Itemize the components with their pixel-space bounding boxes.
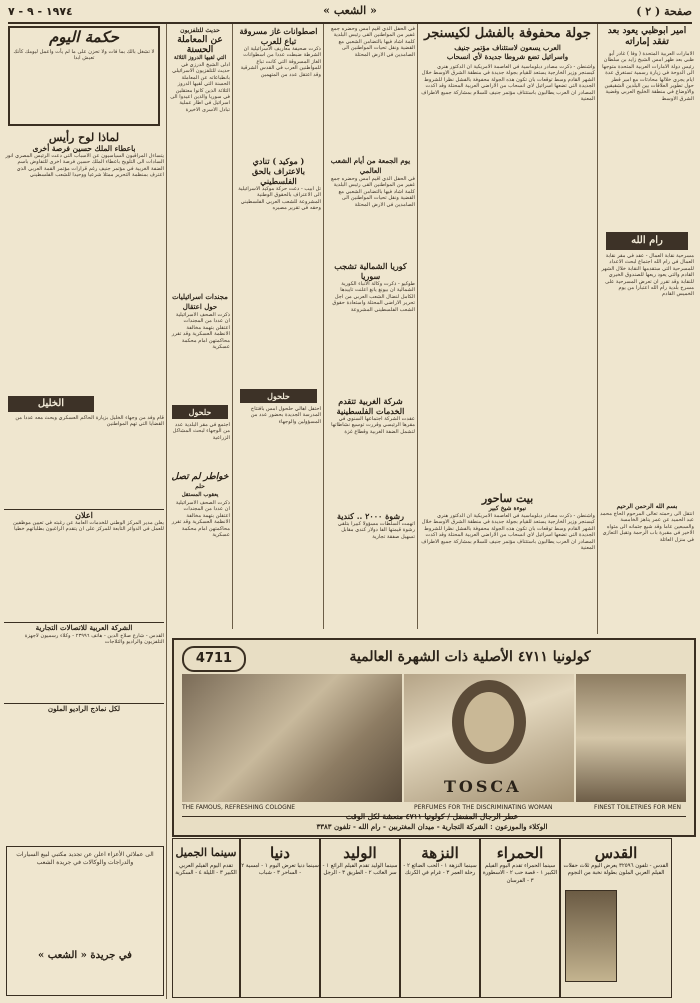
ad-footer-line-2: الوكلاء والموزعون : الشركة التجارية - ميدان المغتربين - رام الله - تلفون ٣٣٨٣ [316,822,548,831]
cinema-listing: سينما الوليد تقدم الفيلم الرائع ١ - سر الغائب ٢ - الطريق ٣ - الرجل [322,863,398,877]
tag-mid: PERFUMES FOR THE DISCRIMINATING WOMAN [414,804,553,811]
col6-body: يتساءل المراقبون السياسيون عن الاسباب التي دعت الرئيس المصري انور السادات الى التلويح باعطاء الملك حسين فرصة اخرى للتفاوض باسم الضفة الغربية في مؤتمر جنيف رغم قرارات مؤتمر القمة العربي الذي اعترف بمنظمة التحرير ممثلا شرعيا ووحيدا للشعب الفلسطيني [5,153,164,179]
col5-body-3: اجتمع في مقر البلدية عدد من الوجهاء لبحث المشاكل الزراعية [172,422,230,441]
col1-headline: أمير أبوظبي يعود بعد تفقد إماراته [607,26,687,47]
col5-headline-2: مجندات اسرائيليات حول اعتقال [172,292,228,311]
cinema-4 [320,838,400,998]
ad-title: كولونيا ٤٧١١ الأصلية ذات الشهرة العالمية [349,649,591,665]
col2-subhead-2: واسرائيل تضع شروطا جديدة لأي انسحاب [446,52,569,61]
column-rule [417,24,418,629]
cinema-poster [565,890,617,982]
bottom-left-ad-sig: في جريدة « الشعب » [38,950,132,961]
cologne-ad [172,638,696,837]
col5-poem-title: حلم [195,483,205,490]
col5-box-label: حلحول [172,405,228,419]
col1-obit-title: بسم الله الرحمن الرحيم [616,503,678,510]
col3-headline-2: كوريا الشمالية تشجب سوريا [334,261,407,281]
ad-footer-line-1: عطر الرجال المفضل / كولونيا ٤٧١١ منعشة لكل الوقت [345,812,519,821]
col3-headline-3: شركة الغربية تتقدم الخدمات الفلسطينية [336,396,405,416]
col3-body-top: في الحفل الذي اقيم امس وحضره جمع غفير من المواطنين القى رئيس البلدية كلمة اشاد فيها بالتضامن الشعبي مع القضية ونقل تحيات المواطنين الى الصامدين في الارض المحتلة [331,26,415,58]
cinema-name: القدس [594,844,638,862]
men-products-photo [576,674,686,802]
tosca-brand: TOSCA [444,777,522,796]
col4-headline: اصطوانات غاز مسروقة تباع للعرب [239,26,318,46]
cinema-name: دنيا [270,844,290,862]
col5-sub: التي لقيها الدروز الثلاثة [173,55,227,61]
col3-body: في الحفل الذي اقيم امس وحضره جمع غفير من المواطنين القى رئيس البلدية كلمة اشاد فيها بالتضامن الشعبي مع القضية ونقل تحيات المواطنين الى الصامدين في الارض المحتلة [331,176,415,208]
col1-body: الامارات العربية المتحدة ( وفا ) غادر أبو ظبي بعد ظهر امس الشيخ زايد بن سلطان رئيس دولة الامارات العربية المتحدة متوجها الى الدوحة في زيارة رسمية تستغرق عدة ايام يجري خلالها محادثات مع امير قطر حول تطوير العلاقات بين البلدين الشقيقين والاوضاع في منطقة الخليج العربي وقضية الشرق الاوسط [602,51,694,102]
col3-headline-4: رشوة ٢٠٠٠ .. كندية [337,511,404,521]
col3-body-4: اتهمت السلطات مسؤولا كبيرا بتلقي رشوة قيمتها الفا دولار كندي مقابل تسهيل صفقة تجارية [337,521,415,540]
col6-ad2 [4,622,164,703]
col3-headline: يوم الجمعة من أيام الشعب العالمي [330,156,411,175]
bottom-left-ad-text: الى عملائي الأعزاء اعلن عن تجديد مكتبي لبيع السيارات والدراجات والوكالات في جريدة الشعب [16,851,154,866]
issue-date: ١٩٧٤ - ٩ - ٧ [8,5,73,18]
col5-body-2: ذكرت الصحف الاسرائيلية ان عددا من المجندات اعتقلن بتهمة مخالفة الانظمة العسكرية وقد تقرر محاكمتهن امام محكمة عسكرية [171,312,230,351]
cinema-listing: تقدم اليوم الفيلم العربي الكبير ٣ - الليلة ٤ - السكرية [175,863,237,877]
cinema-name: الحمراء [496,844,544,862]
wisdom-title: حكمة اليوم [49,28,119,46]
col6-ad1-body: يعلن مدير المركز الوطني للخدمات العامة عن رغبته في تعيين موظفين للعمل في الدوائر التابعة للمركز على ان يتقدم الراغبون بطلباتهم خطيا [13,520,164,533]
cinema-listing: سينما النزهة ١ - الحب الضائع ٢ - رحلة العمر ٣ - غرام في الكرنك [403,863,477,877]
column-rule [232,24,233,629]
page-number: صفحة ( ٢ ) [636,5,692,18]
col1-obit-body: انتقل الى رحمته تعالى المرحوم الحاج محمد عبد الحميد عن عمر يناهز الخامسة والسبعين عاما وقد شيع جثمانه الى مثواه الاخير في مقبرة باب الرحمة وتقبل التعازي في منزل العائلة [600,511,694,543]
col4-body: ذكرت صحيفة معاريف الاسرائيلية ان الشرطة ضبطت عددا من اسطوانات الغاز المسروقة التي كانت تباع للمواطنين العرب في القدس الشرقية وقد اعتقل عدد من المتهمين [240,46,321,78]
column-5 [170,26,230,631]
col1-box-label: رام الله [606,232,688,250]
col5-poem-author: يعقوب المستقل [181,492,219,498]
product-photo [182,674,402,802]
col3-body-2: طوكيو - ذكرت وكالة الانباء الكورية الشمالية ان بيونغ يانغ اعلنت تاييدها الكامل لنضال الشعب العربي من اجل تحرير الاراضي المحتلة واستعادة حقوق الشعب الفلسطيني المشروعة [332,281,415,313]
column-3 [326,26,415,631]
col4-body-2: تل ابيب - دعت حركة موكيد الاسرائيلية الى الاعتراف بالحقوق الوطنية المشروعة للشعب العربي الفلسطيني وحقه في تقرير مصيره [238,186,321,212]
col3-body-3: عقدت الشركة اجتماعها السنوي في مقرها الرئيسي وقررت توسيع نشاطاتها لتشمل الضفة الغربية وقطاع غزة [331,416,415,435]
ad-footer [176,812,688,834]
column-4 [236,26,321,631]
cinema-listing: سينما دنيا تعرض اليوم ١ - امسية ٢ - الساحر ٣ - شباب [241,863,319,877]
cinema-listing: القدس - تلفون ٣٢٥٩٦ يعرض اليوم ثلاث حفلات الفيلم العربي الملون بطولة نخبة من النجوم [563,863,669,877]
col4-body-3: احتفل اهالي حلحول امس بافتتاح المدرسة الجديدة بحضور عدد من المسؤولين والوجهاء [250,406,321,425]
col6-ad1-title: اعلان [75,510,93,520]
col5-body-4: ذكرت الصحف الاسرائيلية ان عددا من المجندات اعتقلن بتهمة مخالفة الانظمة العسكرية وقد تقرر محاكمتهن امام محكمة عسكرية [171,500,230,539]
cinema-2 [480,838,560,998]
cinema-name: سينما الجميل [175,846,237,859]
tag-left: THE FAMOUS, REFRESHING COLOGNE [182,804,295,811]
column-rule [323,24,324,629]
col2-subhead-1: العرب يسعون لاستئناف مؤتمر جنيف [454,43,561,52]
column-1 [600,26,694,634]
bottom-left-ad [6,846,164,996]
col5-title: عن المعاملة الحسنة [177,35,223,55]
col5-headline: حديث للتلفزيون [180,27,220,34]
col2-headline: جولة محفوفة بالفشل لكيسنجر [424,26,591,41]
cinema-name: الوليد [343,844,377,862]
col2-subhead-3b: نبوءة شيخ كبير [488,505,527,512]
col6-headline: لماذا لوح رأيس [48,131,120,144]
col6-ad1 [4,509,164,620]
col6-ad2-body: القدس - شارع صلاح الدين - هاتف ٢٣٩٩٦ - وكلاء رسميون لاجهزة التلفزيون والراديو والثلاجات [24,633,164,646]
cinema-5 [240,838,320,998]
col2-subhead-3: بيت ساحور [481,492,534,505]
model-face [464,692,514,752]
cinema-name: النزهة [421,844,459,862]
col2-body-filler: واشنطن - ذكرت مصادر دبلوماسية في العاصمة الامريكية ان الدكتور هنري كيسنجر وزير الخارجية يستعد للقيام بجولة جديدة في منطقة الشرق الاوسط خلال الشهر القادم وسط توقعات بان تكون هذه الجولة محفوفة بالفشل نظرا للشروط الجديدة التي تضعها اسرائيل لاي انسحاب من الاراضي العربية المحتلة وقد اكدت المصادر ان العرب يطالبون باستئناف مؤتمر جنيف للسلام بمشاركة جميع الاطراف المعنية [421,513,595,552]
col5-body: ادلى الشيخ الدرزي في حديث للتلفزيون الاسرائيلي بانطباعاته عن المعاملة الحسنة التي لقيها الدروز الثلاثة الذين كانوا معتقلين في سوريا والذين اعيدوا الى اسرائيل في اطار عملية تبادل الاسرى الاخيرة [170,62,230,113]
column-rule [597,24,598,634]
col4-headline-2: ( موكيد ) تنادي بالاعتراف بالحق الفلسطيني [251,156,306,186]
col1-body2: مسرحية نقابة العمال - عقد في مقر نقابة العمال في رام الله اجتماع لبحث الاعداد للمسرحية التي ستقدمها النقابة خلال الشهر القادم والتي يعود ريعها للصندوق الخيري للنقابة وقد تقرر ان تعرض المسرحية على مسرح بلدية رام الله اعتبارا من يوم الخميس القادم [601,253,694,298]
tag-right: FINEST TOILETRIES FOR MEN [594,804,681,811]
paper-title: « الشعب » [323,4,377,17]
page-header [8,4,692,24]
model-photo [404,674,574,802]
column-rule [166,24,167,999]
column-2 [420,26,595,631]
col6-box-label: الخليل [8,396,94,412]
col4-box-label: حلحول [240,389,317,403]
wisdom-body: لا تشغل بالك بما فات ولا تحزن على ما لم يأت واعمل ليومك كأنك تعيش ابدا [13,49,155,62]
col6-sub: باعطاء الملك حسين فرصة أخرى [32,144,136,153]
brand-logo: 4711 [182,646,246,672]
cinema-6 [172,838,240,998]
col6-ad3-title: لكل نماذج الراديو الملون [4,703,164,714]
cinema-3 [400,838,480,998]
col6-ad2-title: الشركة العربية للاتصالات التجارية [35,623,133,632]
col6-body-2: قام وفد من وجهاء الخليل بزيارة الحاكم العسكري وبحث معه عددا من القضايا التي تهم المواطنين [15,415,164,428]
col5-script-head: خواطر لم تصل [171,472,229,482]
wisdom-box [8,26,160,126]
cinema-listing: سينما الحمراء تقدم اليوم الفيلم الكبير ١ - قصة حب ٢ - الاسطورة ٣ - الفرسان [482,863,558,884]
col2-body: واشنطن - ذكرت مصادر دبلوماسية في العاصمة الامريكية ان الدكتور هنري كيسنجر وزير الخارجية يستعد للقيام بجولة جديدة في منطقة الشرق الاوسط خلال الشهر القادم وسط توقعات بان تكون هذه الجولة محفوفة بالفشل نظرا للشروط الجديدة التي تضعها اسرائيل لاي انسحاب من الاراضي العربية المحتلة وقد اكدت المصادر ان العرب يطالبون باستئناف مؤتمر جنيف للسلام بمشاركة جميع الاطراف المعنية [421,64,595,103]
